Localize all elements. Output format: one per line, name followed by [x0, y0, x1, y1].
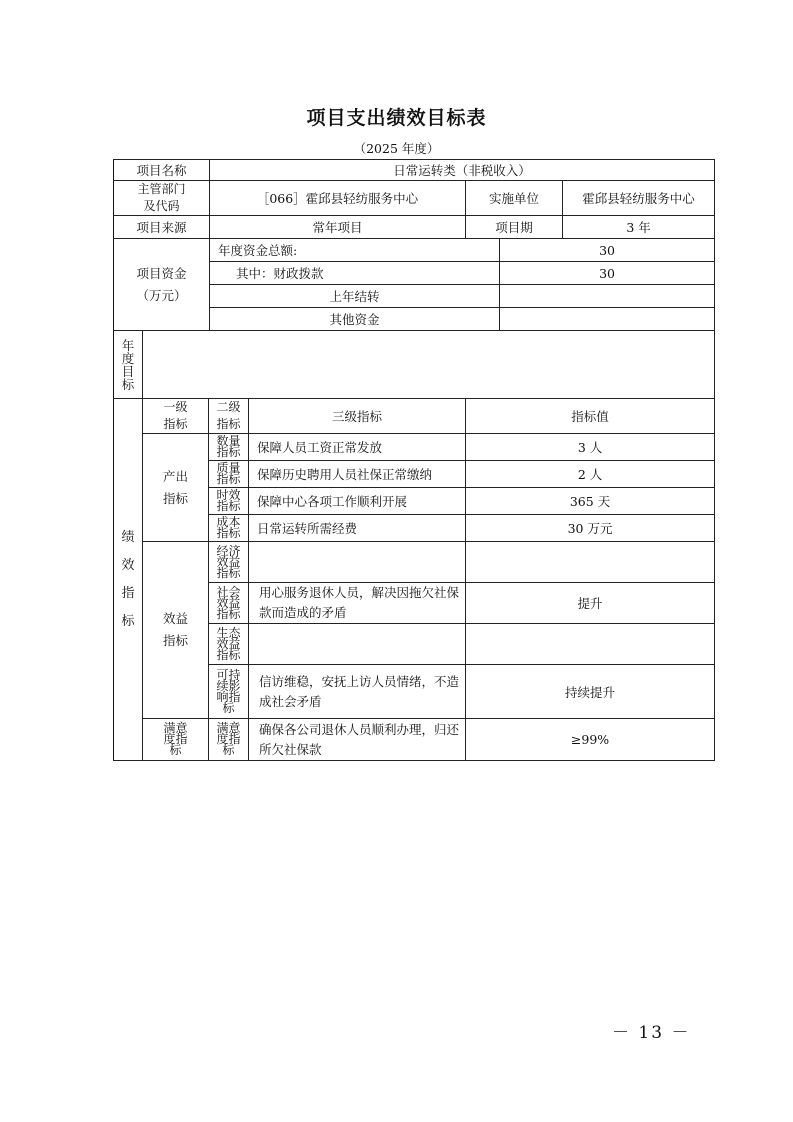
annual-goal-value: [143, 331, 715, 399]
level2-timeliness: 时效 指标: [209, 488, 249, 515]
project-funds-label-line1: 项目资金: [136, 265, 187, 281]
department-label-line2: 及代码: [143, 199, 180, 213]
level2-sustainable-impact: 可持 续影 响指 标: [209, 665, 249, 719]
project-source-value: 常年项目: [210, 216, 466, 239]
level2-economic-benefit: 经济 效益 指标: [209, 542, 249, 583]
project-period-label: 项目期: [466, 216, 563, 239]
annual-goal-label: 年 度 目 标: [114, 331, 143, 399]
level3-cell: [249, 624, 466, 665]
level3-cell: 信访维稳，安抚上访人员情绪，不造 成社会矛盾: [249, 665, 466, 719]
level2-cost: 成本 指标: [209, 515, 249, 542]
level3-cell: 保障人员工资正常发放: [249, 434, 466, 461]
level3-cell: 保障中心各项工作顺利开展: [249, 488, 466, 515]
level3-cell: 用心服务退休人员，解决因拖欠社保 款而造成的矛盾: [249, 583, 466, 624]
indicator-value-cell: 365 天: [466, 488, 715, 515]
page-title: 项目支出绩效目标表: [306, 107, 487, 129]
performance-target-table: [113, 159, 715, 761]
level2-ecological-benefit: 生态 效益 指标: [209, 624, 249, 665]
indicator-value-cell: ≥99%: [466, 719, 715, 761]
carryover-value: [500, 285, 715, 308]
level2-header: 二级 指标: [209, 399, 249, 434]
indicator-value-cell: 2 人: [466, 461, 715, 488]
indicator-value-cell: [466, 542, 715, 583]
indicator-value-cell: 持续提升: [466, 665, 715, 719]
other-funds-label: 其他资金: [210, 308, 500, 331]
page-number: － 13 －: [612, 1023, 691, 1043]
annual-total-value: 30: [500, 239, 715, 262]
level3-cell: [249, 542, 466, 583]
benefit-indicator-label: 效益 指标: [143, 542, 209, 719]
output-indicator-label: 产出 指标: [143, 434, 209, 542]
project-period-value: 3 年: [563, 216, 715, 239]
department-value: ［066］霍邱县轻纺服务中心: [210, 181, 466, 216]
implementing-unit-value: 霍邱县轻纺服务中心: [563, 181, 715, 216]
indicator-value-header: 指标值: [466, 399, 715, 434]
performance-indicator-label: 绩 效 指 标: [114, 399, 143, 761]
indicator-value-cell: 30 万元: [466, 515, 715, 542]
satisfaction-indicator-label: 满意 度指 标: [143, 719, 209, 761]
project-name-value: 日常运转类（非税收入）: [210, 160, 715, 181]
level2-social-benefit: 社会 效益 指标: [209, 583, 249, 624]
department-label-line1: 主管部门: [137, 182, 186, 196]
implementing-unit-label: 实施单位: [466, 181, 563, 216]
project-funds-label-line2: （万元）: [136, 287, 187, 303]
project-funds-label: [114, 239, 210, 331]
carryover-label: 上年结转: [210, 285, 500, 308]
level1-header: 一级 指标: [143, 399, 209, 434]
level2-quality: 质量 指标: [209, 461, 249, 488]
level3-cell: 保障历史聘用人员社保正常缴纳: [249, 461, 466, 488]
level3-header: 三级指标: [249, 399, 466, 434]
level3-cell: 确保各公司退休人员顺利办理，归还 所欠社保款: [249, 719, 466, 761]
annual-total-label: 年度资金总额:: [210, 239, 500, 262]
fiscal-allocation-value: 30: [500, 262, 715, 285]
indicator-value-cell: 3 人: [466, 434, 715, 461]
project-name-label: 项目名称: [114, 160, 210, 181]
other-funds-value: [500, 308, 715, 331]
level2-quantity: 数量 指标: [209, 434, 249, 461]
level3-cell: 日常运转所需经费: [249, 515, 466, 542]
indicator-value-cell: 提升: [466, 583, 715, 624]
fiscal-allocation-label: 其中：财政拨款: [210, 262, 500, 285]
project-source-label: 项目来源: [114, 216, 210, 239]
department-label: [114, 181, 210, 216]
level2-satisfaction: 满意 度指 标: [209, 719, 249, 761]
year-subtitle: （2025 年度）: [353, 141, 440, 156]
indicator-value-cell: [466, 624, 715, 665]
